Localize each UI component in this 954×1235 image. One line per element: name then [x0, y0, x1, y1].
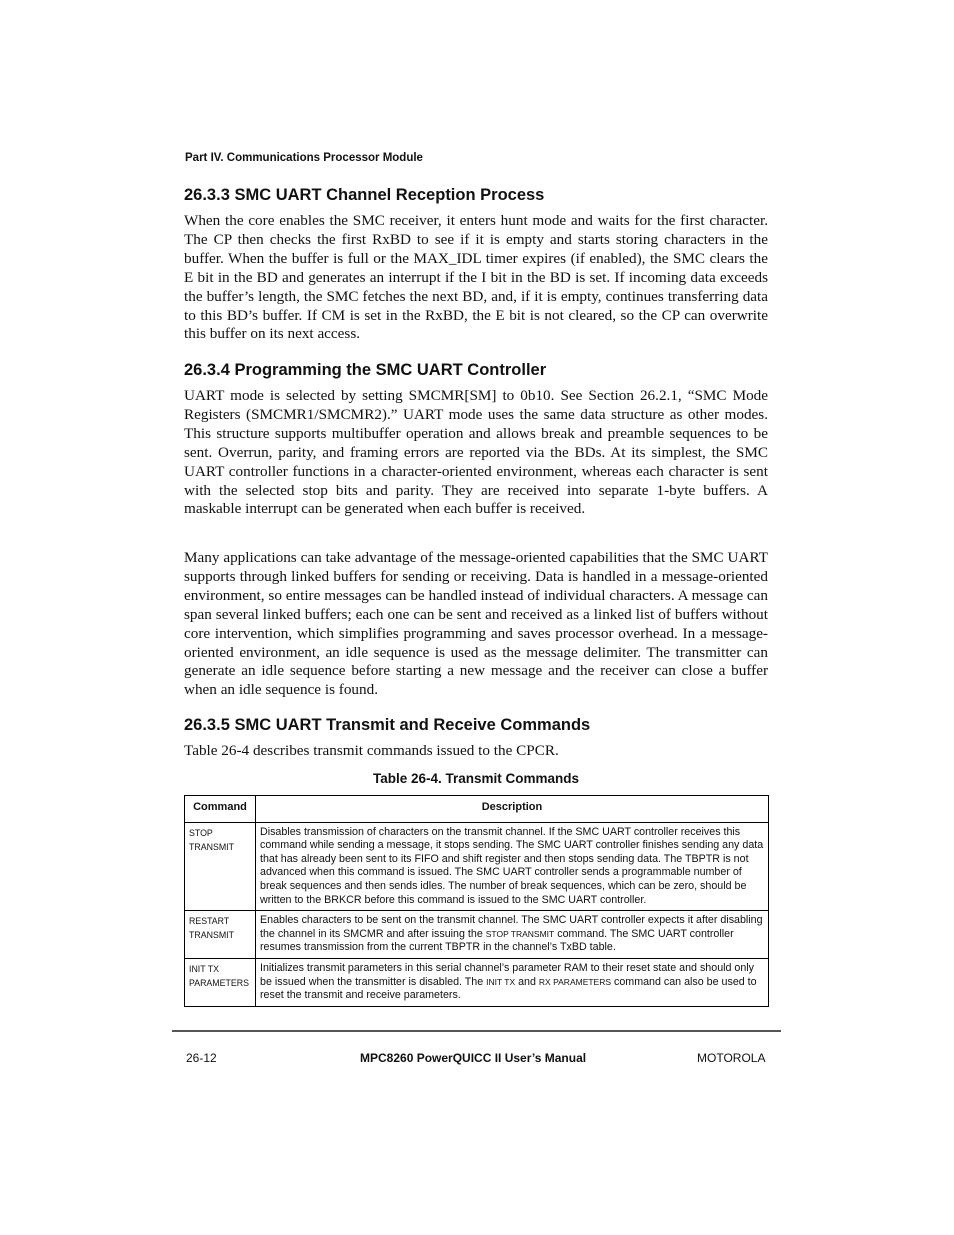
- command-name-line: TRANSMIT: [189, 930, 234, 941]
- transmit-commands-table: [184, 795, 769, 1007]
- command-name-line: STOP: [189, 827, 213, 838]
- command-reference: INIT TX: [486, 976, 516, 987]
- table-caption: Table 26-4. Transmit Commands: [372, 771, 580, 786]
- command-reference: STOP TRANSMIT: [485, 928, 555, 939]
- section-heading-26-3-3: 26.3.3 SMC UART Channel Reception Process: [184, 186, 545, 204]
- command-name-line: TRANSMIT: [189, 841, 234, 852]
- page-number: 26-12: [186, 1051, 217, 1065]
- description-cell: [256, 911, 769, 959]
- command-name-line: PARAMETERS: [189, 977, 249, 988]
- command-cell: [185, 958, 256, 1006]
- section-heading-26-3-4: 26.3.4 Programming the SMC UART Controller: [184, 361, 547, 379]
- command-reference: RX PARAMETERS: [538, 976, 612, 987]
- footer-rule: [172, 1030, 781, 1032]
- description-text: Initializes transmit parameters in this serial channel’s parameter RAM to their reset state and should only be issued when the transmitter is disabled. The: [260, 961, 755, 988]
- vendor-name: MOTOROLA: [697, 1051, 766, 1065]
- table-row: [185, 958, 769, 1006]
- body-paragraph: Table 26-4 describes transmit commands issued to the CPCR.: [184, 742, 559, 759]
- table-row: [185, 911, 769, 959]
- description-text: command can also be used to reset the transmit and receive parameters.: [260, 975, 757, 1002]
- description-text: and: [515, 975, 539, 988]
- description-text: Enables characters to be sent on the transmit channel. The SMC UART controller expects it after disabling the channel in its SMCMR and after issuing the: [260, 914, 763, 940]
- description-text: command. The SMC UART controller resumes transmission from the current TBPTR in the channel’s TxBD table.: [260, 927, 734, 954]
- running-header: Part IV. Communications Processor Module: [185, 152, 423, 164]
- column-header-description: Description: [256, 796, 769, 823]
- command-cell: [185, 822, 256, 911]
- column-header-command: Command: [185, 796, 256, 823]
- description-cell: Disables transmission of characters on the transmit channel. If the SMC UART controller receives this command while sending a message, it stops sending. The SMC UART controller finishes sending any data that has already been sent to its FIFO and shift register and then stops sending data. The TBPTR is not advanced when this command is issued. The SMC UART controller sends a programmable number of break sequences and then sends idles. The number of break sequences, which can be zero, should be written to the BRKCR before this command is issued to the SMC UART controller.: [256, 822, 769, 911]
- command-name-line: RESTART: [189, 916, 230, 927]
- body-paragraph: Many applications can take advantage of the message-oriented capabilities that the SMC UART supports through linked buffers for sending or receiving. Data is handled in a message-oriented environment, so entire messages can be handled instead of individual characters. A message can span several linked buffers; each one can be sent and received as a linked list of buffers without core intervention, which simplifies programming and saves processor overhead. In a message-oriented environment, an idle sequence is used as the message delimiter. The transmitter can generate an idle sequence before starting a new message and the receiver can close a buffer when an idle sequence is found.: [184, 549, 768, 699]
- description-cell: [256, 958, 769, 1006]
- body-paragraph: UART mode is selected by setting SMCMR[SM] to 0b10. See Section 26.2.1, “SMC Mode Registers (SMCMR1/SMCMR2).” UART mode uses the same data structure as other modes. This structure supports multibuffer operation and allows break and preamble sequences to be sent. Overrun, parity, and framing errors are reported via the BDs. At its simplest, the SMC UART controller functions in a character-oriented environment, whereas each character is sent with the selected stop bits and parity. They are received into separate 1-byte buffers. A maskable interrupt can be generated when each buffer is received.: [184, 387, 768, 518]
- body-paragraph: When the core enables the SMC receiver, it enters hunt mode and waits for the first character. The CP then checks the first RxBD to see if it is empty and starts storing characters in the buffer. When the buffer is full or the MAX_IDL timer expires (if enabled), the SMC clears the E bit in the BD and generates an interrupt if the I bit in the BD is set. If incoming data exceeds the buffer’s length, the SMC fetches the next BD, and, if it is empty, continues transferring data to this BD’s buffer. If CM is set in the RxBD, the E bit is not cleared, so the CP can overwrite this buffer on its next access.: [184, 212, 768, 343]
- table-header-row: [185, 796, 769, 823]
- command-cell: [185, 911, 256, 959]
- section-heading-26-3-5: 26.3.5 SMC UART Transmit and Receive Commands: [184, 716, 591, 734]
- table-row: [185, 822, 769, 911]
- command-name-line: INIT TX: [189, 963, 219, 974]
- manual-title: MPC8260 PowerQUICC II User’s Manual: [360, 1051, 587, 1065]
